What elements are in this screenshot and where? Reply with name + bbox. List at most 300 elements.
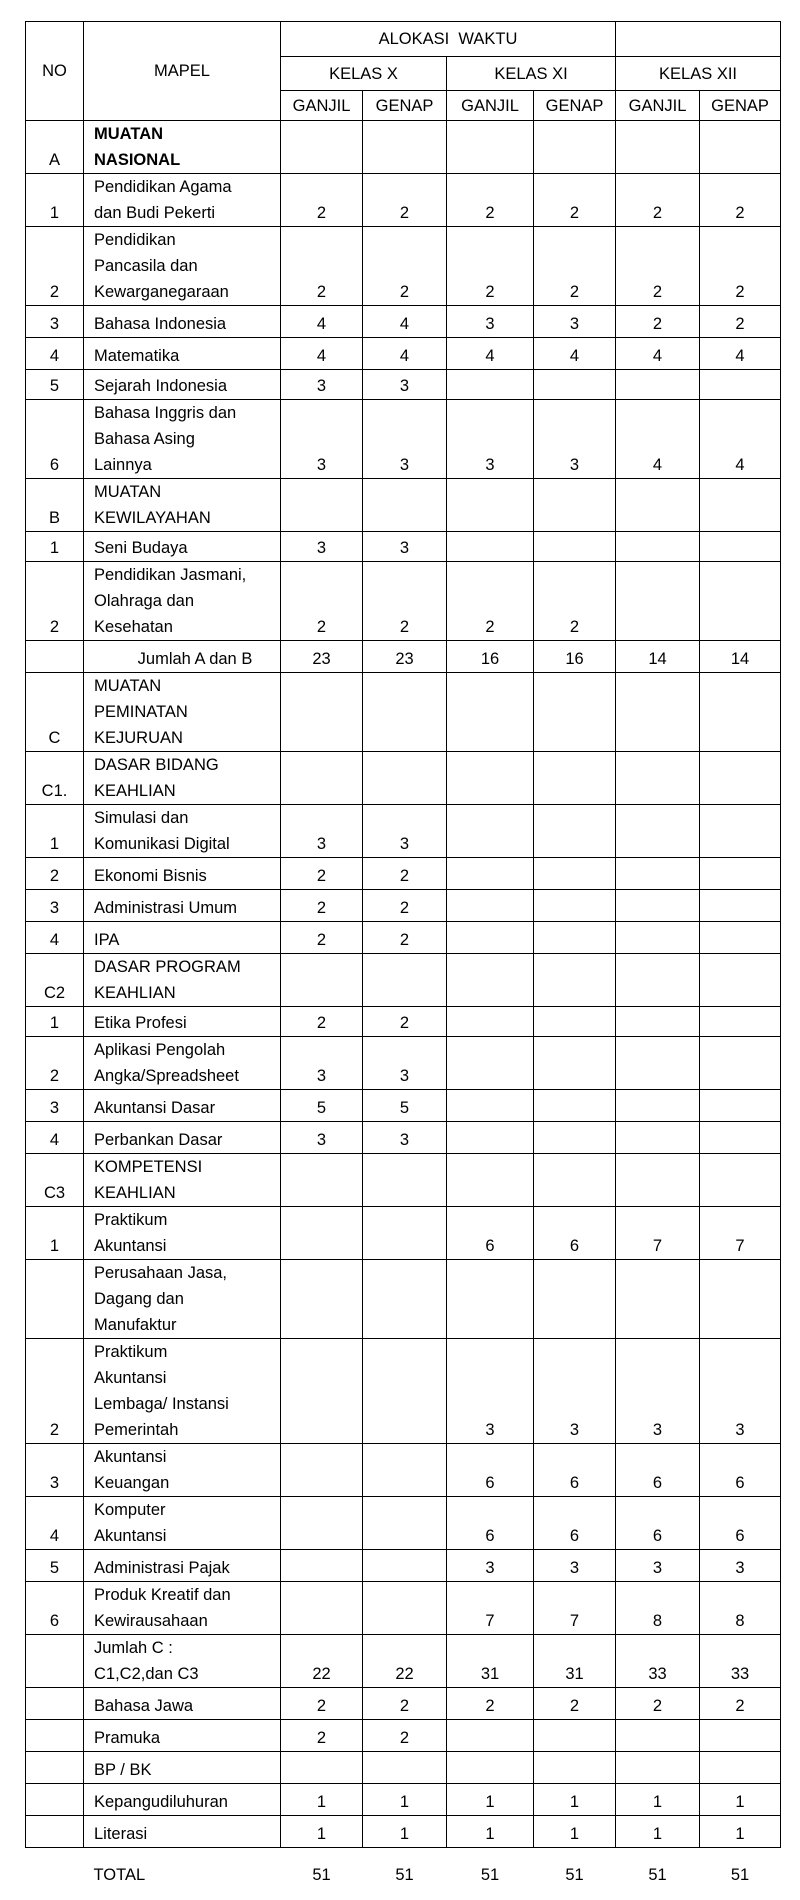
cell-value [700, 121, 781, 174]
cell-value [281, 1752, 363, 1784]
cell-value [616, 858, 700, 890]
cell-value: 2 [616, 306, 700, 338]
table-row [26, 1816, 781, 1848]
cell-mapel: Komputer Akuntansi [84, 1497, 281, 1550]
cell-value: 5 [363, 1090, 447, 1122]
cell-value: 3 [534, 306, 616, 338]
cell-value [700, 673, 781, 752]
cell-value: 3 [700, 1550, 781, 1582]
cell-no [26, 1848, 84, 1888]
cell-value: 2 [281, 562, 363, 641]
cell-value: 2 [700, 227, 781, 306]
cell-value: 14 [616, 641, 700, 673]
table-row [26, 1007, 781, 1037]
cell-value: 4 [281, 306, 363, 338]
cell-value: 2 [447, 174, 534, 227]
cell-value [363, 1339, 447, 1444]
cell-value [447, 1090, 534, 1122]
table-row [26, 1752, 781, 1784]
cell-value: 16 [447, 641, 534, 673]
cell-value [447, 752, 534, 805]
cell-mapel: Perusahaan Jasa, Dagang dan Manufaktur [84, 1260, 281, 1339]
header-sem: GANJIL [281, 91, 363, 121]
cell-value [616, 1090, 700, 1122]
cell-value: 2 [363, 1720, 447, 1752]
cell-no [26, 1816, 84, 1848]
cell-no: 2 [26, 1037, 84, 1090]
table-row [26, 1444, 781, 1497]
cell-value [616, 673, 700, 752]
table-row [26, 1784, 781, 1816]
table-row [26, 338, 781, 370]
cell-value [447, 1122, 534, 1154]
cell-mapel: IPA [84, 922, 281, 954]
cell-value: 2 [281, 174, 363, 227]
cell-value [534, 121, 616, 174]
cell-no: 2 [26, 227, 84, 306]
cell-value: 33 [700, 1635, 781, 1688]
cell-value: 4 [700, 338, 781, 370]
cell-value [281, 1339, 363, 1444]
cell-mapel: DASAR BIDANG KEAHLIAN [84, 752, 281, 805]
cell-value: 2 [534, 174, 616, 227]
cell-value: 1 [534, 1816, 616, 1848]
cell-no: 2 [26, 562, 84, 641]
cell-value [534, 1037, 616, 1090]
cell-value: 31 [534, 1635, 616, 1688]
cell-value [281, 1154, 363, 1207]
cell-value [534, 1752, 616, 1784]
header-sem: GANJIL [616, 91, 700, 121]
cell-value: 6 [616, 1497, 700, 1550]
table-row [26, 1090, 781, 1122]
cell-mapel: Pramuka [84, 1720, 281, 1752]
cell-value: 3 [281, 370, 363, 400]
table-row [26, 121, 781, 174]
cell-mapel: Pendidikan Pancasila dan Kewarganegaraan [84, 227, 281, 306]
cell-value [534, 922, 616, 954]
table-row [26, 858, 781, 890]
cell-no: 4 [26, 922, 84, 954]
cell-value [534, 370, 616, 400]
cell-no: 4 [26, 338, 84, 370]
cell-value: 2 [616, 227, 700, 306]
cell-mapel: Matematika [84, 338, 281, 370]
cell-value: 51 [616, 1848, 700, 1888]
table-row [26, 752, 781, 805]
cell-value: 4 [534, 338, 616, 370]
table-row [26, 1688, 781, 1720]
cell-value: 2 [363, 562, 447, 641]
cell-mapel: Sejarah Indonesia [84, 370, 281, 400]
cell-mapel: Ekonomi Bisnis [84, 858, 281, 890]
table-row [26, 641, 781, 673]
cell-value: 1 [363, 1784, 447, 1816]
cell-no [26, 1784, 84, 1816]
cell-value [534, 752, 616, 805]
cell-value [281, 1497, 363, 1550]
cell-value [616, 121, 700, 174]
cell-no [26, 1720, 84, 1752]
cell-value: 51 [700, 1848, 781, 1888]
cell-value: 2 [700, 1688, 781, 1720]
cell-value [447, 1260, 534, 1339]
cell-value [281, 1260, 363, 1339]
cell-value: 2 [363, 922, 447, 954]
cell-value [616, 1260, 700, 1339]
table-row [26, 532, 781, 562]
cell-value [700, 1752, 781, 1784]
cell-value [534, 673, 616, 752]
cell-value [363, 479, 447, 532]
cell-value [534, 1154, 616, 1207]
cell-value: 3 [616, 1550, 700, 1582]
cell-no: 1 [26, 532, 84, 562]
cell-value: 2 [363, 174, 447, 227]
cell-value [447, 922, 534, 954]
cell-no: C2 [26, 954, 84, 1007]
cell-value: 33 [616, 1635, 700, 1688]
table-row [26, 174, 781, 227]
cell-value [534, 858, 616, 890]
cell-value: 22 [281, 1635, 363, 1688]
cell-value [534, 890, 616, 922]
header-kelas-xii: KELAS XII [616, 57, 781, 91]
cell-value: 3 [363, 1122, 447, 1154]
table-row [26, 1154, 781, 1207]
cell-no: 1 [26, 174, 84, 227]
cell-mapel: Literasi [84, 1816, 281, 1848]
cell-value: 3 [363, 1037, 447, 1090]
header-blank [616, 22, 781, 57]
cell-value: 2 [281, 858, 363, 890]
cell-value [447, 890, 534, 922]
cell-value [447, 954, 534, 1007]
cell-value: 3 [281, 1122, 363, 1154]
cell-no [26, 1752, 84, 1784]
cell-no: 4 [26, 1122, 84, 1154]
cell-value [616, 1122, 700, 1154]
cell-value [281, 752, 363, 805]
cell-value: 51 [281, 1848, 363, 1888]
table-row [26, 954, 781, 1007]
header-sem: GENAP [534, 91, 616, 121]
cell-no: 5 [26, 1550, 84, 1582]
cell-value [281, 1582, 363, 1635]
cell-value: 7 [447, 1582, 534, 1635]
cell-mapel: Administrasi Pajak [84, 1550, 281, 1582]
cell-value [447, 532, 534, 562]
table-row [26, 1339, 781, 1444]
header-sem: GENAP [700, 91, 781, 121]
cell-value: 6 [616, 1444, 700, 1497]
cell-value [700, 1037, 781, 1090]
cell-value [363, 673, 447, 752]
cell-no: 1 [26, 1007, 84, 1037]
cell-value: 1 [700, 1784, 781, 1816]
cell-value: 3 [281, 805, 363, 858]
cell-value: 5 [281, 1090, 363, 1122]
table-row [26, 306, 781, 338]
cell-value [281, 1444, 363, 1497]
cell-value: 1 [281, 1816, 363, 1848]
cell-value: 22 [363, 1635, 447, 1688]
cell-value: 7 [700, 1207, 781, 1260]
cell-value: 2 [281, 227, 363, 306]
table-row [26, 890, 781, 922]
cell-value [616, 922, 700, 954]
header-alokasi: ALOKASI WAKTU [281, 22, 616, 57]
cell-value [700, 752, 781, 805]
cell-value [534, 1007, 616, 1037]
cell-value: 3 [363, 400, 447, 479]
cell-mapel: DASAR PROGRAM KEAHLIAN [84, 954, 281, 1007]
cell-mapel: Jumlah A dan B [84, 641, 281, 673]
cell-value: 4 [700, 400, 781, 479]
cell-value [281, 673, 363, 752]
cell-no: A [26, 121, 84, 174]
cell-value [616, 532, 700, 562]
cell-no: C1. [26, 752, 84, 805]
cell-value: 3 [447, 400, 534, 479]
cell-value [616, 479, 700, 532]
cell-value: 2 [700, 174, 781, 227]
cell-no: C3 [26, 1154, 84, 1207]
cell-value [447, 1154, 534, 1207]
cell-value [281, 121, 363, 174]
cell-no: C [26, 673, 84, 752]
cell-value: 2 [447, 227, 534, 306]
cell-value [616, 370, 700, 400]
cell-value: 3 [281, 532, 363, 562]
cell-value: 4 [363, 306, 447, 338]
cell-value [700, 1090, 781, 1122]
cell-no: 2 [26, 1339, 84, 1444]
cell-value [616, 1154, 700, 1207]
cell-mapel: MUATAN PEMINATAN KEJURUAN [84, 673, 281, 752]
cell-value [447, 1007, 534, 1037]
cell-value [700, 954, 781, 1007]
cell-value [534, 1090, 616, 1122]
cell-value: 2 [281, 1720, 363, 1752]
header-sem: GANJIL [447, 91, 534, 121]
cell-mapel: Bahasa Indonesia [84, 306, 281, 338]
cell-value: 7 [534, 1582, 616, 1635]
cell-no: 3 [26, 1444, 84, 1497]
cell-value: 16 [534, 641, 616, 673]
cell-no: 3 [26, 890, 84, 922]
cell-value: 3 [363, 805, 447, 858]
cell-value [363, 1497, 447, 1550]
header-no: NO [26, 22, 84, 121]
cell-value [616, 890, 700, 922]
cell-no [26, 1260, 84, 1339]
cell-value: 6 [700, 1497, 781, 1550]
cell-value: 2 [281, 1688, 363, 1720]
cell-mapel: BP / BK [84, 1752, 281, 1784]
cell-value [616, 562, 700, 641]
cell-value [700, 370, 781, 400]
cell-value: 3 [534, 1550, 616, 1582]
cell-mapel: Perbankan Dasar [84, 1122, 281, 1154]
cell-value [700, 922, 781, 954]
cell-value: 6 [447, 1207, 534, 1260]
cell-value [700, 805, 781, 858]
cell-value [363, 1207, 447, 1260]
cell-value [616, 1752, 700, 1784]
total-row [26, 1848, 781, 1888]
cell-value [447, 858, 534, 890]
cell-value [700, 1720, 781, 1752]
cell-value: 2 [447, 1688, 534, 1720]
table-row [26, 400, 781, 479]
cell-value: 51 [363, 1848, 447, 1888]
cell-value [616, 954, 700, 1007]
table-row [26, 1037, 781, 1090]
cell-mapel: Akuntansi Keuangan [84, 1444, 281, 1497]
cell-mapel: Praktikum Akuntansi [84, 1207, 281, 1260]
table-row [26, 1260, 781, 1339]
cell-mapel: Akuntansi Dasar [84, 1090, 281, 1122]
cell-value [534, 805, 616, 858]
cell-value: 31 [447, 1635, 534, 1688]
cell-value: 4 [363, 338, 447, 370]
table-row [26, 227, 781, 306]
cell-value [534, 1260, 616, 1339]
cell-value [700, 562, 781, 641]
cell-value: 1 [447, 1816, 534, 1848]
cell-value: 4 [447, 338, 534, 370]
cell-value [616, 1007, 700, 1037]
cell-value: 4 [616, 400, 700, 479]
header-kelas-x: KELAS X [281, 57, 447, 91]
cell-value [447, 673, 534, 752]
cell-value [616, 1037, 700, 1090]
cell-value [447, 1752, 534, 1784]
cell-value: 6 [700, 1444, 781, 1497]
cell-no [26, 1688, 84, 1720]
cell-value: 6 [534, 1207, 616, 1260]
cell-mapel: Administrasi Umum [84, 890, 281, 922]
cell-value: 3 [281, 400, 363, 479]
cell-value [534, 479, 616, 532]
cell-value: 2 [363, 227, 447, 306]
cell-mapel: TOTAL [84, 1848, 281, 1888]
cell-value: 2 [534, 562, 616, 641]
cell-value: 23 [281, 641, 363, 673]
cell-no: 3 [26, 1090, 84, 1122]
cell-value [281, 1550, 363, 1582]
cell-value [534, 954, 616, 1007]
table-row [26, 562, 781, 641]
cell-value [700, 1260, 781, 1339]
table-row [26, 1582, 781, 1635]
cell-value: 2 [447, 562, 534, 641]
cell-value: 7 [616, 1207, 700, 1260]
cell-value: 6 [534, 1444, 616, 1497]
cell-mapel: Etika Profesi [84, 1007, 281, 1037]
cell-value [700, 1122, 781, 1154]
cell-value: 3 [534, 1339, 616, 1444]
table-row [26, 1720, 781, 1752]
cell-value: 1 [700, 1816, 781, 1848]
cell-value [700, 1007, 781, 1037]
cell-value: 1 [363, 1816, 447, 1848]
cell-value: 3 [447, 1550, 534, 1582]
cell-value: 3 [700, 1339, 781, 1444]
table-row [26, 922, 781, 954]
header-sem: GENAP [363, 91, 447, 121]
cell-value: 1 [447, 1784, 534, 1816]
cell-value: 2 [281, 922, 363, 954]
cell-value: 51 [447, 1848, 534, 1888]
cell-value [700, 1154, 781, 1207]
cell-value: 2 [616, 174, 700, 227]
cell-value [534, 1720, 616, 1752]
cell-no: 1 [26, 805, 84, 858]
cell-value: 3 [363, 370, 447, 400]
cell-value: 2 [281, 1007, 363, 1037]
cell-value [534, 532, 616, 562]
cell-no: B [26, 479, 84, 532]
cell-value [534, 1122, 616, 1154]
cell-value [700, 858, 781, 890]
cell-value [363, 1550, 447, 1582]
curriculum-table [25, 21, 781, 1888]
cell-value: 2 [616, 1688, 700, 1720]
cell-no: 2 [26, 858, 84, 890]
cell-value [447, 1037, 534, 1090]
cell-value: 51 [534, 1848, 616, 1888]
cell-value [447, 121, 534, 174]
cell-mapel: Praktikum Akuntansi Lembaga/ Instansi Pemerintah [84, 1339, 281, 1444]
cell-value: 1 [281, 1784, 363, 1816]
cell-value [616, 805, 700, 858]
cell-value: 2 [700, 306, 781, 338]
table-row [26, 1207, 781, 1260]
cell-value: 6 [447, 1444, 534, 1497]
cell-value [363, 954, 447, 1007]
cell-value: 3 [534, 400, 616, 479]
table-row [26, 1497, 781, 1550]
cell-value: 6 [534, 1497, 616, 1550]
header-kelas-xi: KELAS XI [447, 57, 616, 91]
cell-value: 2 [363, 890, 447, 922]
table-row [26, 1550, 781, 1582]
cell-value [363, 1260, 447, 1339]
cell-value [363, 1444, 447, 1497]
table-row [26, 673, 781, 752]
cell-mapel: Bahasa Inggris dan Bahasa Asing Lainnya [84, 400, 281, 479]
table-row [26, 1122, 781, 1154]
cell-value [616, 752, 700, 805]
cell-value: 8 [700, 1582, 781, 1635]
cell-value: 2 [363, 858, 447, 890]
cell-value [447, 805, 534, 858]
cell-mapel: Pendidikan Agama dan Budi Pekerti [84, 174, 281, 227]
cell-value [700, 532, 781, 562]
cell-value [447, 1720, 534, 1752]
cell-mapel: MUATAN NASIONAL [84, 121, 281, 174]
cell-value [447, 479, 534, 532]
cell-value [281, 479, 363, 532]
cell-value: 6 [447, 1497, 534, 1550]
cell-value [281, 1207, 363, 1260]
cell-value [616, 1720, 700, 1752]
cell-no: 5 [26, 370, 84, 400]
cell-no: 1 [26, 1207, 84, 1260]
cell-value: 3 [616, 1339, 700, 1444]
